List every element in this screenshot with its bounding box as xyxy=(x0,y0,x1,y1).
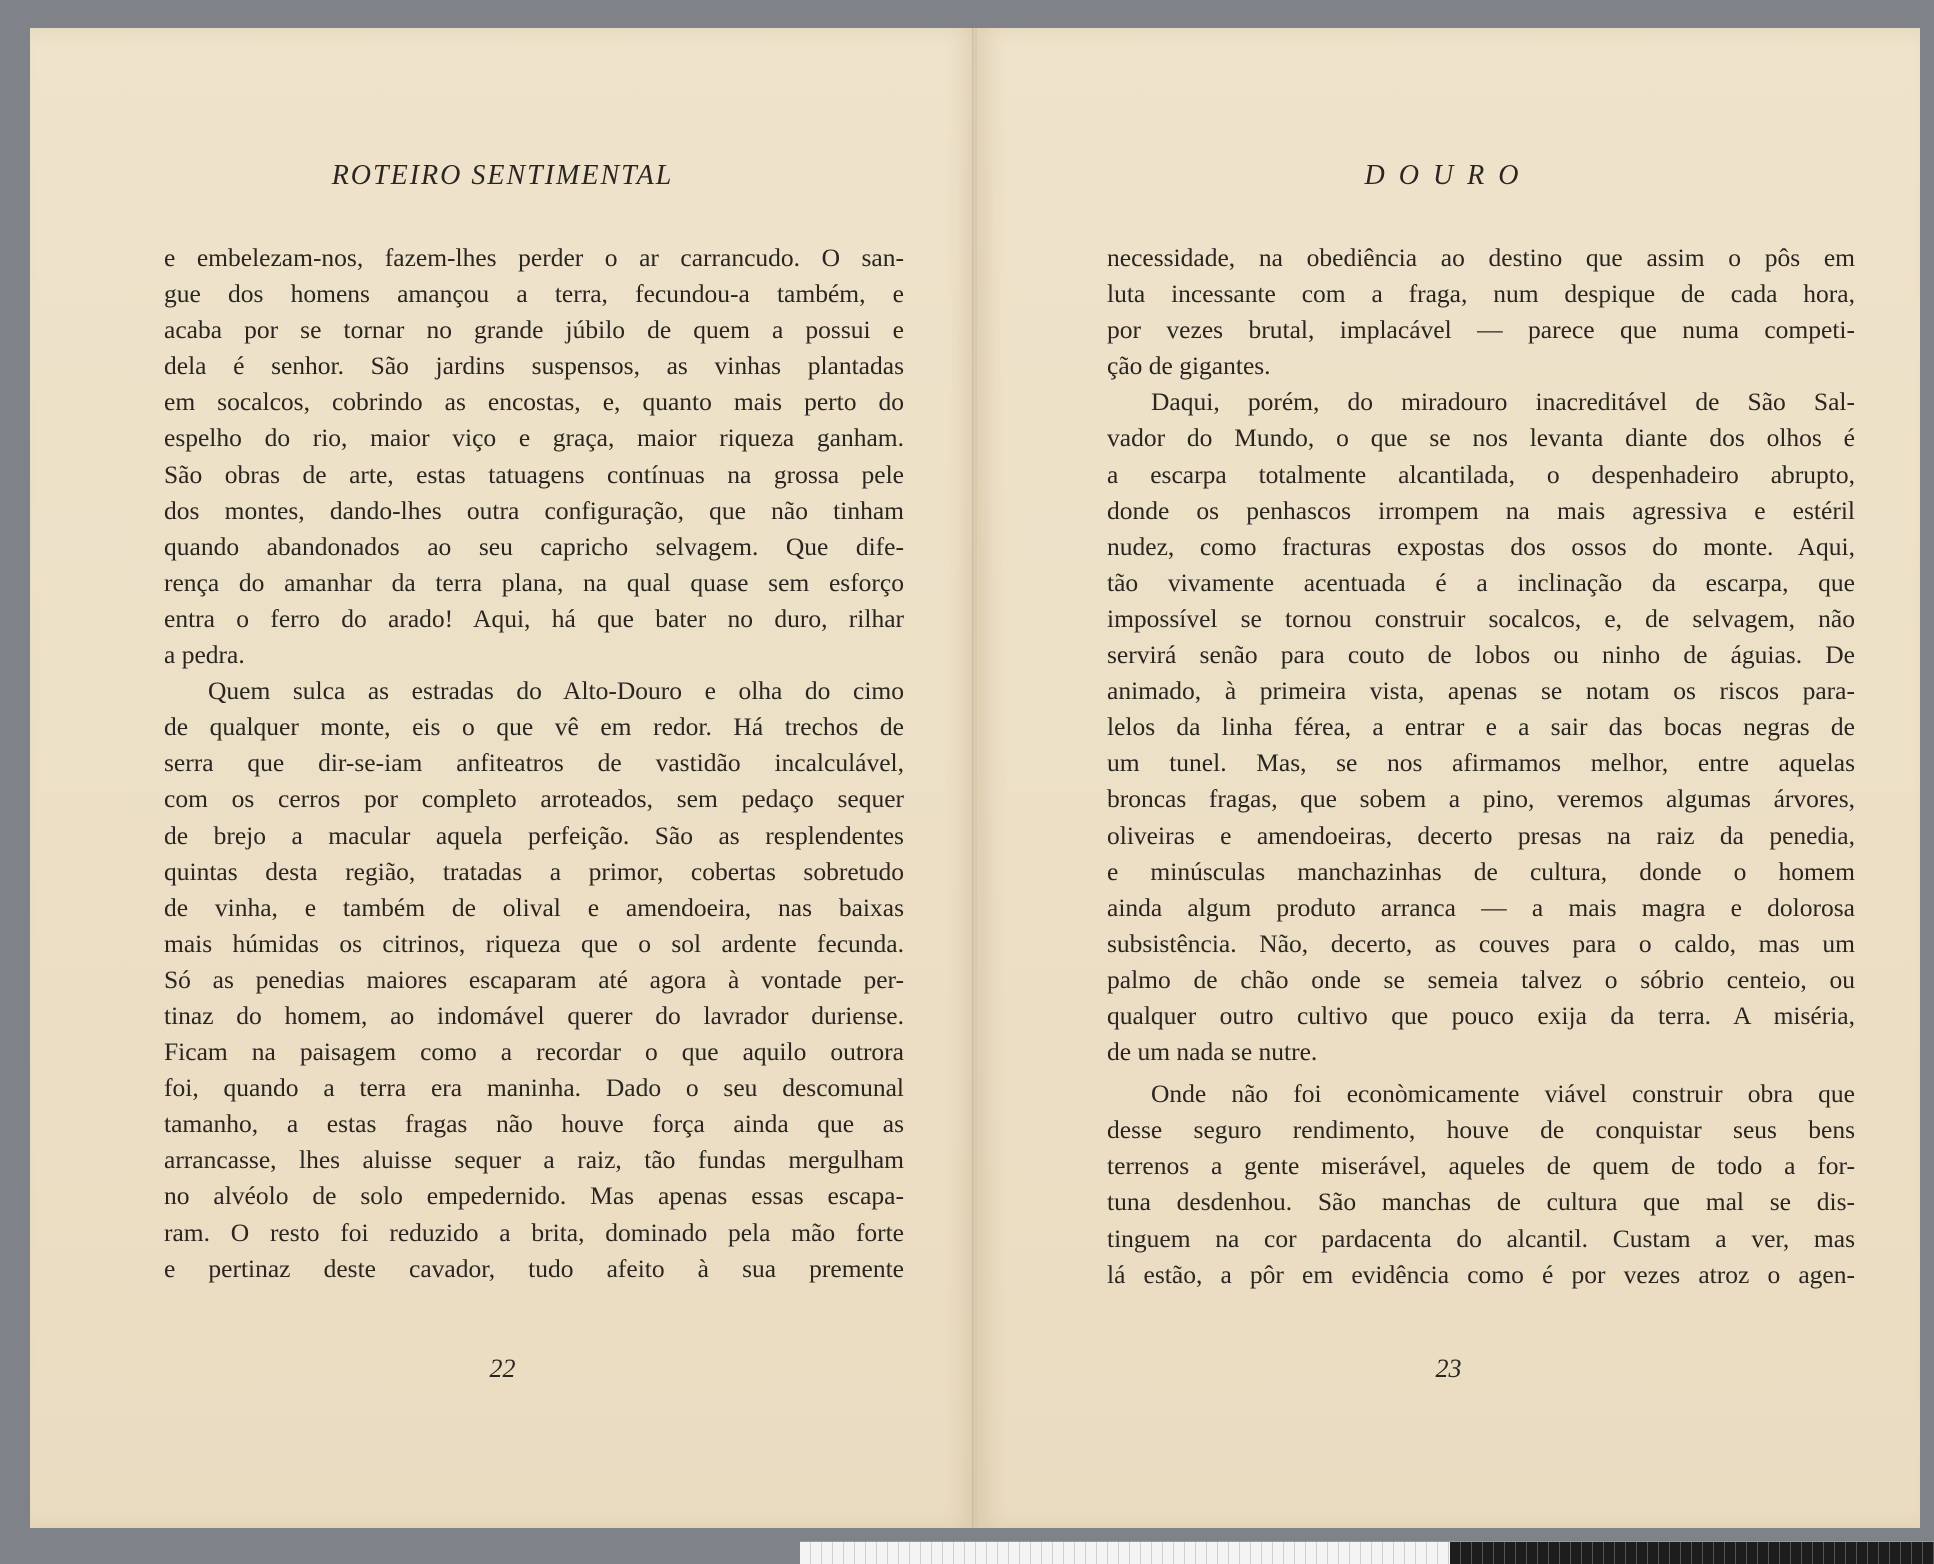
text-line: de brejo a macular aquela perfeição. São as resplendentes xyxy=(164,820,904,850)
text-line: a pedra. xyxy=(164,640,245,670)
text-line: necessidade, na obediência ao destino que assim o pôs em xyxy=(1107,243,1855,272)
text-line: de vinha, e também de olival e amendoeira, nas baixas xyxy=(164,892,904,922)
text-line: foi, quando a terra era maninha. Dado o seu descomunal xyxy=(164,1073,904,1103)
text-line: ainda algum produto arranca — a mais magra e dolorosa xyxy=(1107,892,1855,922)
text-line: a escarpa totalmente alcantilada, o despenhadeiro abrupto, xyxy=(1107,459,1855,489)
text-line: com os cerros por completo arroteados, sem pedaço sequer xyxy=(164,784,904,814)
text-line: arrancasse, lhes aluisse sequer a raiz, tão fundas mergulham xyxy=(164,1145,904,1175)
text-line: luta incessante com a fraga, num despique de cada hora, xyxy=(1107,279,1855,309)
text-line: de qualquer monte, eis o que vê em redor. Há trechos de xyxy=(164,712,904,742)
text-line: Só as penedias maiores escaparam até agora à vontade per- xyxy=(164,964,904,994)
text-line: espelho do rio, maior viço e graça, maior riqueza ganham. xyxy=(164,423,904,453)
text-line: subsistência. Não, decerto, as couves para o caldo, mas um xyxy=(1107,928,1855,958)
text-line: gue dos homens amançou a terra, fecundou-a também, e xyxy=(164,279,904,309)
scale-bar-dark-segment xyxy=(1450,1542,1934,1564)
text-line: um tunel. Mas, se nos afirmamos melhor, entre aquelas xyxy=(1107,748,1855,778)
text-line: donde os penhascos irrompem na mais agressiva e estéril xyxy=(1107,495,1855,525)
text-line: e embelezam-nos, fazem-lhes perder o ar carrancudo. O san- xyxy=(164,243,904,272)
text-line: rença do amanhar da terra plana, na qual quase sem esforço xyxy=(164,567,904,597)
text-line: animado, à primeira vista, apenas se notam os riscos para- xyxy=(1107,676,1855,706)
page-number: 22 xyxy=(489,1354,516,1383)
text-line: oliveiras e amendoeiras, decerto presas na raiz da penedia, xyxy=(1107,820,1855,850)
text-line: lelos da linha férea, a entrar e a sair das bocas negras de xyxy=(1107,712,1855,742)
running-head: ROTEIRO SENTIMENTAL xyxy=(331,160,674,191)
book-spread xyxy=(30,28,1920,1528)
text-line: lá estão, a pôr em evidência como é por vezes atroz o agen- xyxy=(1107,1259,1855,1289)
body-text xyxy=(164,240,904,1287)
text-line: tuna desdenhou. São manchas de cultura que mal se dis- xyxy=(1107,1187,1855,1217)
text-line: vador do Mundo, o que se nos levanta diante dos olhos é xyxy=(1107,423,1855,453)
text-line: em socalcos, cobrindo as encostas, e, quanto mais perto do xyxy=(164,387,904,417)
text-line: Ficam na paisagem como a recordar o que aquilo outrora xyxy=(164,1037,904,1067)
page-number: 23 xyxy=(1435,1354,1462,1383)
text-line: dos montes, dando-lhes outra configuração, que não tinham xyxy=(164,495,904,525)
text-line: mais húmidas os citrinos, riqueza que o sol ardente fecunda. xyxy=(164,928,904,958)
text-line: entra o ferro do arado! Aqui, há que bater no duro, rilhar xyxy=(164,603,904,633)
running-head: DOURO xyxy=(1364,160,1533,191)
text-line: tão vivamente acentuada é a inclinação da escarpa, que xyxy=(1107,567,1855,597)
text-line: acaba por se tornar no grande júbilo de quem a possui e xyxy=(164,315,904,345)
text-line: São obras de arte, estas tatuagens contínuas na grossa pele xyxy=(164,459,904,489)
text-line: Quem sulca as estradas do Alto-Douro e olha do cimo xyxy=(208,676,904,706)
text-line: por vezes brutal, implacável — parece que numa competi- xyxy=(1107,315,1855,345)
text-line: e minúsculas manchazinhas de cultura, donde o homem xyxy=(1107,856,1855,886)
text-line: palmo de chão onde se semeia talvez o sóbrio centeio, ou xyxy=(1107,964,1855,994)
text-line: impossível se tornou construir socalcos, e, de selvagem, não xyxy=(1107,603,1855,633)
text-line: ram. O resto foi reduzido a brita, dominado pela mão forte xyxy=(164,1217,904,1247)
text-line: de um nada se nutre. xyxy=(1107,1037,1318,1067)
text-line: quando abandonados ao seu capricho selvagem. Que dife- xyxy=(164,531,904,561)
body-text xyxy=(1107,240,1855,1293)
text-line: desse seguro rendimento, houve de conquistar seus bens xyxy=(1107,1115,1855,1145)
text-line: nudez, como fracturas expostas dos ossos do monte. Aqui, xyxy=(1107,531,1855,561)
text-line: serra que dir-se-iam anfiteatros de vastidão incalculável, xyxy=(164,748,904,778)
text-line: tinguem na cor pardacenta do alcantil. Custam a ver, mas xyxy=(1107,1223,1855,1253)
text-line: servirá senão para couto de lobos ou ninho de águias. De xyxy=(1107,640,1855,670)
text-line: no alvéolo de solo empedernido. Mas apenas essas escapa- xyxy=(164,1181,904,1211)
color-scale-bar xyxy=(800,1541,1934,1564)
text-line: tamanho, a estas fragas não houve força ainda que as xyxy=(164,1109,904,1139)
text-line: Onde não foi econòmicamente viável construir obra que xyxy=(1151,1079,1855,1109)
text-line: terrenos a gente miserável, aqueles de quem de todo a for- xyxy=(1107,1151,1855,1181)
text-line: dela é senhor. São jardins suspensos, as vinhas plantadas xyxy=(164,351,904,381)
text-line: tinaz do homem, ao indomável querer do lavrador duriense. xyxy=(164,1000,904,1030)
text-line: qualquer outro cultivo que pouco exija da terra. A miséria, xyxy=(1107,1000,1855,1030)
text-line: ção de gigantes. xyxy=(1107,351,1271,381)
text-line: Daqui, porém, do miradouro inacreditável de São Sal- xyxy=(1151,387,1855,417)
left-page xyxy=(30,28,977,1528)
text-line: broncas fragas, que sobem a pino, veremos algumas árvores, xyxy=(1107,784,1855,814)
text-line: quintas desta região, tratadas a primor, cobertas sobretudo xyxy=(164,856,904,886)
text-line: e pertinaz deste cavador, tudo afeito à sua premente xyxy=(164,1253,904,1283)
right-page xyxy=(977,28,1920,1528)
